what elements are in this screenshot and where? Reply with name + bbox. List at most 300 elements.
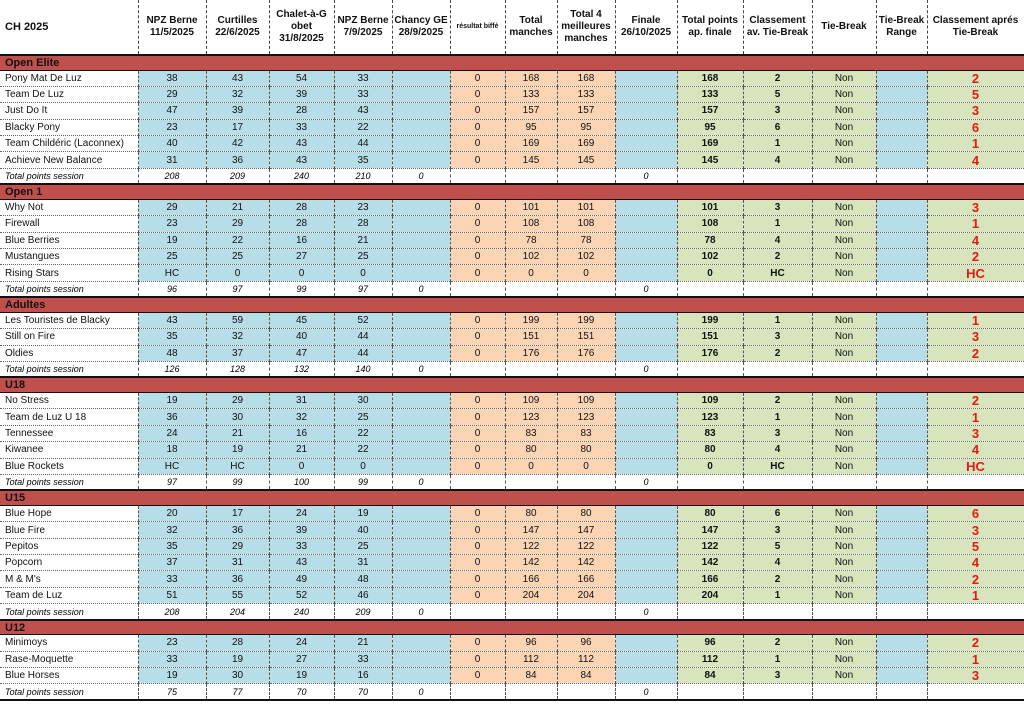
cell-e5: [392, 392, 450, 408]
cell-best4: 109: [557, 392, 615, 408]
total-empty: [677, 361, 743, 377]
cell-biffe: 0: [450, 442, 505, 458]
col-header: Tie-Break Range: [876, 0, 927, 55]
table-row: [0, 70, 1024, 86]
cell-total-final: 123: [677, 409, 743, 425]
cell-e1: 36: [138, 409, 206, 425]
team-name: Team De Luz: [0, 86, 138, 102]
cell-e4: 23: [334, 199, 392, 215]
cell-e3: 52: [269, 587, 334, 603]
cell-e2: 32: [206, 329, 269, 345]
cell-total-final: 168: [677, 70, 743, 86]
cell-rank-after: 1: [927, 587, 1024, 603]
total-empty: [812, 281, 876, 297]
cell-rank-after: 2: [927, 392, 1024, 408]
total-empty: [557, 281, 615, 297]
cell-e1: 33: [138, 571, 206, 587]
cell-best4: 108: [557, 216, 615, 232]
cell-tb-range: [876, 103, 927, 119]
total-finale: 0: [615, 361, 677, 377]
cell-best4: 95: [557, 119, 615, 135]
cell-e1: 19: [138, 392, 206, 408]
total-empty: [505, 684, 557, 700]
cell-best4: 176: [557, 345, 615, 361]
cell-tiebreak: Non: [812, 392, 876, 408]
total-empty: [450, 281, 505, 297]
cell-tb-range: [876, 119, 927, 135]
cell-biffe: 0: [450, 119, 505, 135]
col-header: Total 4 meilleures manches: [557, 0, 615, 55]
cell-e1: 38: [138, 70, 206, 86]
cell-e2: 30: [206, 409, 269, 425]
total-empty: [876, 361, 927, 377]
cell-e1: 48: [138, 345, 206, 361]
table-row: [0, 635, 1024, 651]
team-name: Minimoys: [0, 635, 138, 651]
cell-rank-before: 1: [743, 651, 812, 667]
total-e1: 208: [138, 604, 206, 620]
team-name: Mustangues: [0, 249, 138, 265]
table-row: [0, 136, 1024, 152]
cell-biffe: 0: [450, 425, 505, 441]
cell-total: 168: [505, 70, 557, 86]
cell-total-final: 176: [677, 345, 743, 361]
cell-tiebreak: Non: [812, 265, 876, 281]
total-empty: [812, 604, 876, 620]
cell-rank-before: 4: [743, 555, 812, 571]
cell-tiebreak: Non: [812, 635, 876, 651]
cell-biffe: 0: [450, 538, 505, 554]
total-e2: 209: [206, 168, 269, 184]
total-finale: 0: [615, 474, 677, 490]
section-title: Open 1: [0, 184, 138, 199]
cell-e5: [392, 571, 450, 587]
cell-e2: 32: [206, 86, 269, 102]
team-name: Still on Fire: [0, 329, 138, 345]
session-total-label: Total points session: [0, 604, 138, 620]
cell-tiebreak: Non: [812, 70, 876, 86]
cell-rank-before: 1: [743, 409, 812, 425]
cell-e5: [392, 668, 450, 684]
cell-rank-after: 6: [927, 119, 1024, 135]
cell-e1: 18: [138, 442, 206, 458]
session-total-row: [0, 474, 1024, 490]
total-empty: [927, 474, 1024, 490]
cell-finale: [615, 392, 677, 408]
cell-total-final: 84: [677, 668, 743, 684]
cell-e5: [392, 136, 450, 152]
total-e1: 96: [138, 281, 206, 297]
cell-total-final: 169: [677, 136, 743, 152]
total-empty: [505, 281, 557, 297]
cell-finale: [615, 329, 677, 345]
cell-total: 199: [505, 312, 557, 328]
team-name: Blue Fire: [0, 522, 138, 538]
cell-rank-after: 2: [927, 345, 1024, 361]
table-row: [0, 458, 1024, 474]
cell-total-final: 78: [677, 232, 743, 248]
cell-finale: [615, 587, 677, 603]
cell-rank-after: 2: [927, 635, 1024, 651]
total-finale: 0: [615, 604, 677, 620]
table-row: [0, 668, 1024, 684]
cell-total: 102: [505, 249, 557, 265]
cell-tb-range: [876, 505, 927, 521]
cell-rank-before: 2: [743, 392, 812, 408]
cell-tb-range: [876, 392, 927, 408]
cell-total: 80: [505, 505, 557, 521]
cell-e3: 19: [269, 668, 334, 684]
cell-e3: 33: [269, 119, 334, 135]
cell-best4: 101: [557, 199, 615, 215]
cell-total-final: 204: [677, 587, 743, 603]
cell-e5: [392, 86, 450, 102]
cell-tiebreak: Non: [812, 538, 876, 554]
cell-biffe: 0: [450, 458, 505, 474]
total-e5: 0: [392, 684, 450, 700]
cell-e1: 20: [138, 505, 206, 521]
cell-finale: [615, 651, 677, 667]
cell-e1: 24: [138, 425, 206, 441]
team-name: No Stress: [0, 392, 138, 408]
cell-biffe: 0: [450, 571, 505, 587]
total-e5: 0: [392, 281, 450, 297]
cell-e4: 28: [334, 216, 392, 232]
cell-e5: [392, 265, 450, 281]
team-name: Blue Berries: [0, 232, 138, 248]
cell-rank-before: 1: [743, 587, 812, 603]
col-header: Total points ap. finale: [677, 0, 743, 55]
cell-best4: 78: [557, 232, 615, 248]
cell-e3: 27: [269, 249, 334, 265]
cell-tb-range: [876, 587, 927, 603]
cell-total-final: 102: [677, 249, 743, 265]
cell-e5: [392, 587, 450, 603]
cell-total-final: 80: [677, 505, 743, 521]
cell-biffe: 0: [450, 587, 505, 603]
cell-total-final: 109: [677, 392, 743, 408]
team-name: Blue Horses: [0, 668, 138, 684]
cell-rank-after: 4: [927, 555, 1024, 571]
cell-e4: 52: [334, 312, 392, 328]
cell-total-final: 157: [677, 103, 743, 119]
table-row: [0, 329, 1024, 345]
cell-e1: 35: [138, 329, 206, 345]
cell-best4: 133: [557, 86, 615, 102]
section-band: [138, 184, 1024, 199]
session-total-label: Total points session: [0, 168, 138, 184]
cell-tiebreak: Non: [812, 651, 876, 667]
cell-rank-before: 3: [743, 425, 812, 441]
section-band: [138, 297, 1024, 312]
cell-e5: [392, 458, 450, 474]
col-header: Chancy GE 28/9/2025: [392, 0, 450, 55]
cell-e2: 36: [206, 571, 269, 587]
cell-total: 157: [505, 103, 557, 119]
total-e3: 99: [269, 281, 334, 297]
total-empty: [743, 684, 812, 700]
cell-tb-range: [876, 409, 927, 425]
cell-best4: 145: [557, 152, 615, 168]
cell-e2: 30: [206, 668, 269, 684]
cell-e2: 43: [206, 70, 269, 86]
cell-total: 151: [505, 329, 557, 345]
cell-e4: 0: [334, 458, 392, 474]
cell-tb-range: [876, 458, 927, 474]
cell-biffe: 0: [450, 329, 505, 345]
cell-e2: 25: [206, 249, 269, 265]
cell-e5: [392, 216, 450, 232]
section-header: [0, 377, 1024, 392]
cell-rank-after: 4: [927, 442, 1024, 458]
total-empty: [876, 474, 927, 490]
cell-e3: 24: [269, 505, 334, 521]
cell-finale: [615, 312, 677, 328]
cell-tb-range: [876, 265, 927, 281]
cell-e4: 33: [334, 651, 392, 667]
cell-e5: [392, 409, 450, 425]
total-empty: [743, 168, 812, 184]
cell-best4: 123: [557, 409, 615, 425]
cell-rank-after: 1: [927, 409, 1024, 425]
cell-e1: 29: [138, 199, 206, 215]
cell-e3: 28: [269, 199, 334, 215]
cell-e3: 47: [269, 345, 334, 361]
cell-e1: 51: [138, 587, 206, 603]
total-empty: [505, 604, 557, 620]
cell-e5: [392, 103, 450, 119]
cell-e4: 22: [334, 442, 392, 458]
cell-total-final: 80: [677, 442, 743, 458]
total-e4: 97: [334, 281, 392, 297]
cell-rank-after: 6: [927, 505, 1024, 521]
cell-e5: [392, 522, 450, 538]
cell-tiebreak: Non: [812, 312, 876, 328]
total-empty: [743, 361, 812, 377]
cell-e1: 23: [138, 635, 206, 651]
cell-total: 84: [505, 668, 557, 684]
cell-e2: HC: [206, 458, 269, 474]
cell-tb-range: [876, 571, 927, 587]
section-header: [0, 297, 1024, 312]
cell-best4: 157: [557, 103, 615, 119]
table-row: [0, 199, 1024, 215]
session-total-row: [0, 604, 1024, 620]
cell-tb-range: [876, 232, 927, 248]
cell-total-final: 101: [677, 199, 743, 215]
cell-rank-before: 3: [743, 522, 812, 538]
cell-biffe: 0: [450, 522, 505, 538]
team-name: Tennessee: [0, 425, 138, 441]
cell-tb-range: [876, 329, 927, 345]
total-empty: [557, 684, 615, 700]
team-name: Firewall: [0, 216, 138, 232]
total-e5: 0: [392, 168, 450, 184]
team-name: Team de Luz: [0, 587, 138, 603]
cell-rank-before: 4: [743, 442, 812, 458]
total-empty: [876, 684, 927, 700]
total-empty: [557, 474, 615, 490]
sheet-body: [0, 55, 1024, 700]
session-total-label: Total points session: [0, 474, 138, 490]
cell-total-final: 83: [677, 425, 743, 441]
cell-tiebreak: Non: [812, 522, 876, 538]
total-e1: 97: [138, 474, 206, 490]
cell-e5: [392, 249, 450, 265]
cell-best4: 83: [557, 425, 615, 441]
cell-tiebreak: Non: [812, 103, 876, 119]
cell-rank-after: 4: [927, 152, 1024, 168]
cell-rank-before: 5: [743, 86, 812, 102]
col-header: Finale 26/10/2025: [615, 0, 677, 55]
cell-e5: [392, 345, 450, 361]
cell-total: 83: [505, 425, 557, 441]
cell-e3: 21: [269, 442, 334, 458]
cell-rank-after: 5: [927, 86, 1024, 102]
total-e2: 99: [206, 474, 269, 490]
cell-rank-before: 3: [743, 103, 812, 119]
cell-biffe: 0: [450, 216, 505, 232]
cell-e1: 23: [138, 216, 206, 232]
cell-tb-range: [876, 425, 927, 441]
cell-e1: 40: [138, 136, 206, 152]
total-empty: [812, 684, 876, 700]
cell-tb-range: [876, 249, 927, 265]
cell-biffe: 0: [450, 668, 505, 684]
table-row: [0, 216, 1024, 232]
cell-rank-before: HC: [743, 265, 812, 281]
cell-total-final: 0: [677, 265, 743, 281]
total-empty: [450, 684, 505, 700]
cell-e3: 39: [269, 522, 334, 538]
cell-best4: 80: [557, 442, 615, 458]
cell-total: 101: [505, 199, 557, 215]
cell-total: 142: [505, 555, 557, 571]
cell-tb-range: [876, 345, 927, 361]
cell-e3: 0: [269, 458, 334, 474]
cell-finale: [615, 216, 677, 232]
cell-e3: 32: [269, 409, 334, 425]
cell-finale: [615, 425, 677, 441]
cell-rank-before: 2: [743, 70, 812, 86]
col-header: Classement av. Tie-Break: [743, 0, 812, 55]
cell-biffe: 0: [450, 635, 505, 651]
cell-biffe: 0: [450, 249, 505, 265]
team-name: Blue Rockets: [0, 458, 138, 474]
cell-e4: 0: [334, 265, 392, 281]
total-e2: 128: [206, 361, 269, 377]
cell-finale: [615, 199, 677, 215]
cell-total: 147: [505, 522, 557, 538]
cell-e2: 36: [206, 152, 269, 168]
team-name: Blue Hope: [0, 505, 138, 521]
cell-best4: 0: [557, 458, 615, 474]
total-empty: [743, 474, 812, 490]
cell-best4: 169: [557, 136, 615, 152]
cell-rank-after: 3: [927, 522, 1024, 538]
cell-e1: 23: [138, 119, 206, 135]
cell-tiebreak: Non: [812, 425, 876, 441]
cell-best4: 147: [557, 522, 615, 538]
cell-biffe: 0: [450, 103, 505, 119]
cell-finale: [615, 232, 677, 248]
total-empty: [677, 281, 743, 297]
cell-e4: 35: [334, 152, 392, 168]
cell-e1: 32: [138, 522, 206, 538]
cell-tb-range: [876, 136, 927, 152]
cell-tb-range: [876, 86, 927, 102]
cell-biffe: 0: [450, 345, 505, 361]
cell-e5: [392, 119, 450, 135]
col-header: résultat biffé: [450, 0, 505, 55]
cell-tb-range: [876, 651, 927, 667]
total-empty: [927, 281, 1024, 297]
cell-rank-before: 4: [743, 232, 812, 248]
session-total-label: Total points session: [0, 361, 138, 377]
total-empty: [557, 168, 615, 184]
section-band: [138, 620, 1024, 635]
table-row: [0, 392, 1024, 408]
cell-rank-before: 1: [743, 312, 812, 328]
cell-best4: 168: [557, 70, 615, 86]
team-name: Just Do It: [0, 103, 138, 119]
cell-rank-before: 6: [743, 119, 812, 135]
cell-rank-after: 2: [927, 249, 1024, 265]
cell-e4: 16: [334, 668, 392, 684]
table-row: [0, 312, 1024, 328]
cell-e4: 25: [334, 538, 392, 554]
cell-finale: [615, 668, 677, 684]
total-e5: 0: [392, 604, 450, 620]
total-e3: 240: [269, 604, 334, 620]
cell-e4: 33: [334, 70, 392, 86]
cell-finale: [615, 635, 677, 651]
total-empty: [505, 361, 557, 377]
cell-total-final: 142: [677, 555, 743, 571]
cell-total-final: 108: [677, 216, 743, 232]
cell-e1: HC: [138, 458, 206, 474]
cell-e2: 42: [206, 136, 269, 152]
cell-total: 78: [505, 232, 557, 248]
cell-rank-before: 3: [743, 199, 812, 215]
cell-finale: [615, 119, 677, 135]
cell-e3: 31: [269, 392, 334, 408]
total-empty: [450, 168, 505, 184]
cell-rank-after: 3: [927, 668, 1024, 684]
cell-e1: 47: [138, 103, 206, 119]
cell-rank-after: 2: [927, 70, 1024, 86]
cell-total: 80: [505, 442, 557, 458]
cell-total-final: 133: [677, 86, 743, 102]
total-e3: 70: [269, 684, 334, 700]
section-header: [0, 55, 1024, 70]
team-name: Blacky Pony: [0, 119, 138, 135]
cell-finale: [615, 86, 677, 102]
cell-biffe: 0: [450, 70, 505, 86]
cell-finale: [615, 345, 677, 361]
total-empty: [450, 604, 505, 620]
cell-tb-range: [876, 668, 927, 684]
cell-rank-before: 2: [743, 571, 812, 587]
cell-e1: 35: [138, 538, 206, 554]
cell-biffe: 0: [450, 505, 505, 521]
cell-total: 109: [505, 392, 557, 408]
cell-biffe: 0: [450, 232, 505, 248]
cell-tb-range: [876, 152, 927, 168]
cell-best4: 204: [557, 587, 615, 603]
section-title: Open Elite: [0, 55, 138, 70]
cell-total: 176: [505, 345, 557, 361]
